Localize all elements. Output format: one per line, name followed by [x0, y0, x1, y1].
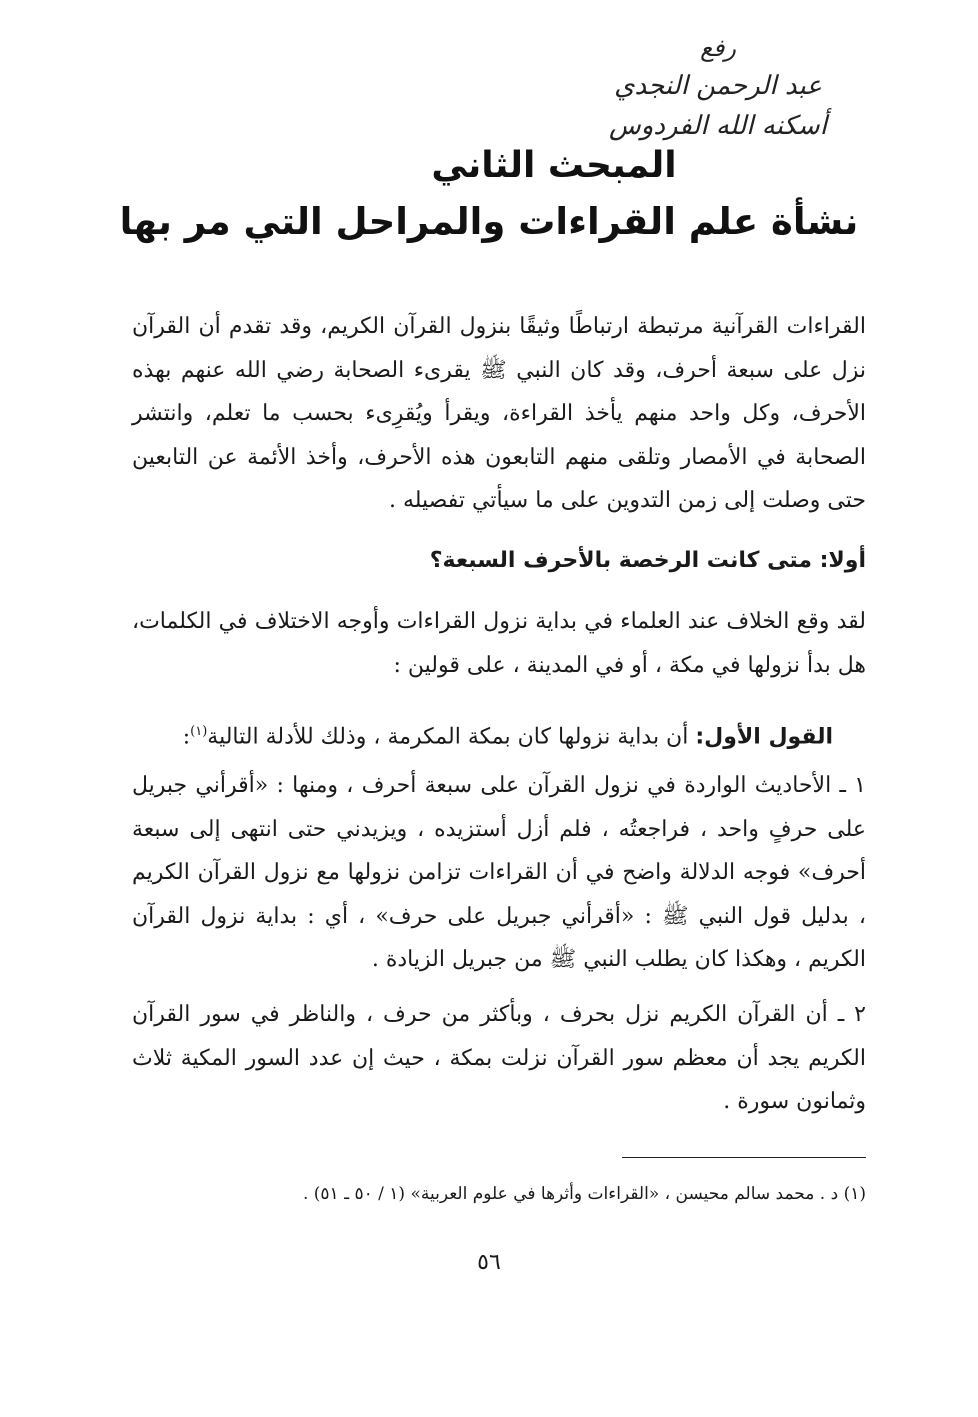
chapter-subtitle: نشأة علم القراءات والمراحل التي مر بها: [119, 200, 859, 243]
footnote-ref: (١): [190, 724, 208, 739]
section-paragraph: لقد وقع الخلاف عند العلماء في بداية نزول القراءات وأوجه الاختلاف في الكلمات، هل بدأ نزولها في مكة ، أو في المدينة ، على قولين :: [132, 609, 866, 678]
evidence-two: ٢ ـ أن القرآن الكريم نزل بحرف ، وبأكثر من حرف ، والناظر في سور القرآن الكريم يجد أن معظم سور القرآن نزلت بمكة ، حيث إن عدد السور المكية ثلاث وثمانون سورة .: [132, 1002, 866, 1114]
footnote-separator: [622, 1157, 866, 1158]
first-opinion: [132, 710, 833, 759]
uploader-signature-stamp: [608, 30, 828, 146]
evidence-one: ١ ـ الأحاديث الواردة في نزول القرآن على سبعة أحرف ، ومنها : «أقرأني جبريل على حرفٍ واحد ، فراجعتُه ، فلم أزل أستزيده ، ويزيدني حتى انتهى إلى سبعة أحرف» فوجه الدلالة واضح في أن القراءات تزامن نزولها مع نزول القرآن الكريم ، بدليل قول النبي ﷺ : «أقرأني جبريل على حرف» ، أي : بداية نزول القرآن الكريم ، وهكذا كان يطلب النبي ﷺ من جبريل الزيادة .: [132, 773, 866, 972]
intro-paragraph: القراءات القرآنية مرتبطة ارتباطًا وثيقًا بنزول القرآن الكريم، وقد تقدم أن القرآن نزل على سبعة أحرف، وقد كان النبي ﷺ يقرىء الصحابة رضي الله عنهم بهذه الأحرف، وكل واحد منهم يأخذ القراءة، ويقرأ ويُقرِىء بحسب ما تعلم، وانتشر الصحابة في الأمصار وتلقى منهم التابعون هذه الأحرف، وأخذ الأئمة عن التابعين حتى وصلت إلى زمن التدوين على ما سيأتي تفصيله .: [132, 314, 866, 513]
first-opinion-text: أن بداية نزولها كان بمكة المكرمة ، وذلك للأدلة التالية: [207, 724, 689, 750]
section-heading: أولا: متى كانت الرخصة بالأحرف السبعة؟: [429, 548, 866, 573]
stamp-line-1: رفع: [700, 34, 736, 62]
stamp-line-2: عبد الرحمن النجدي: [614, 71, 822, 101]
stamp-line-3: أسكنه الله الفردوس: [609, 111, 827, 141]
first-opinion-tail: :: [182, 724, 191, 750]
first-opinion-label: القول الأول:: [695, 724, 833, 750]
chapter-title: المبحث الثاني: [431, 145, 677, 186]
page-number: ٥٦: [477, 1250, 501, 1275]
footnote: (١) د . محمد سالم محيسن ، «القراءات وأثرها في علوم العربية» (١ / ٥٠ ـ ٥١) .: [302, 1184, 866, 1204]
